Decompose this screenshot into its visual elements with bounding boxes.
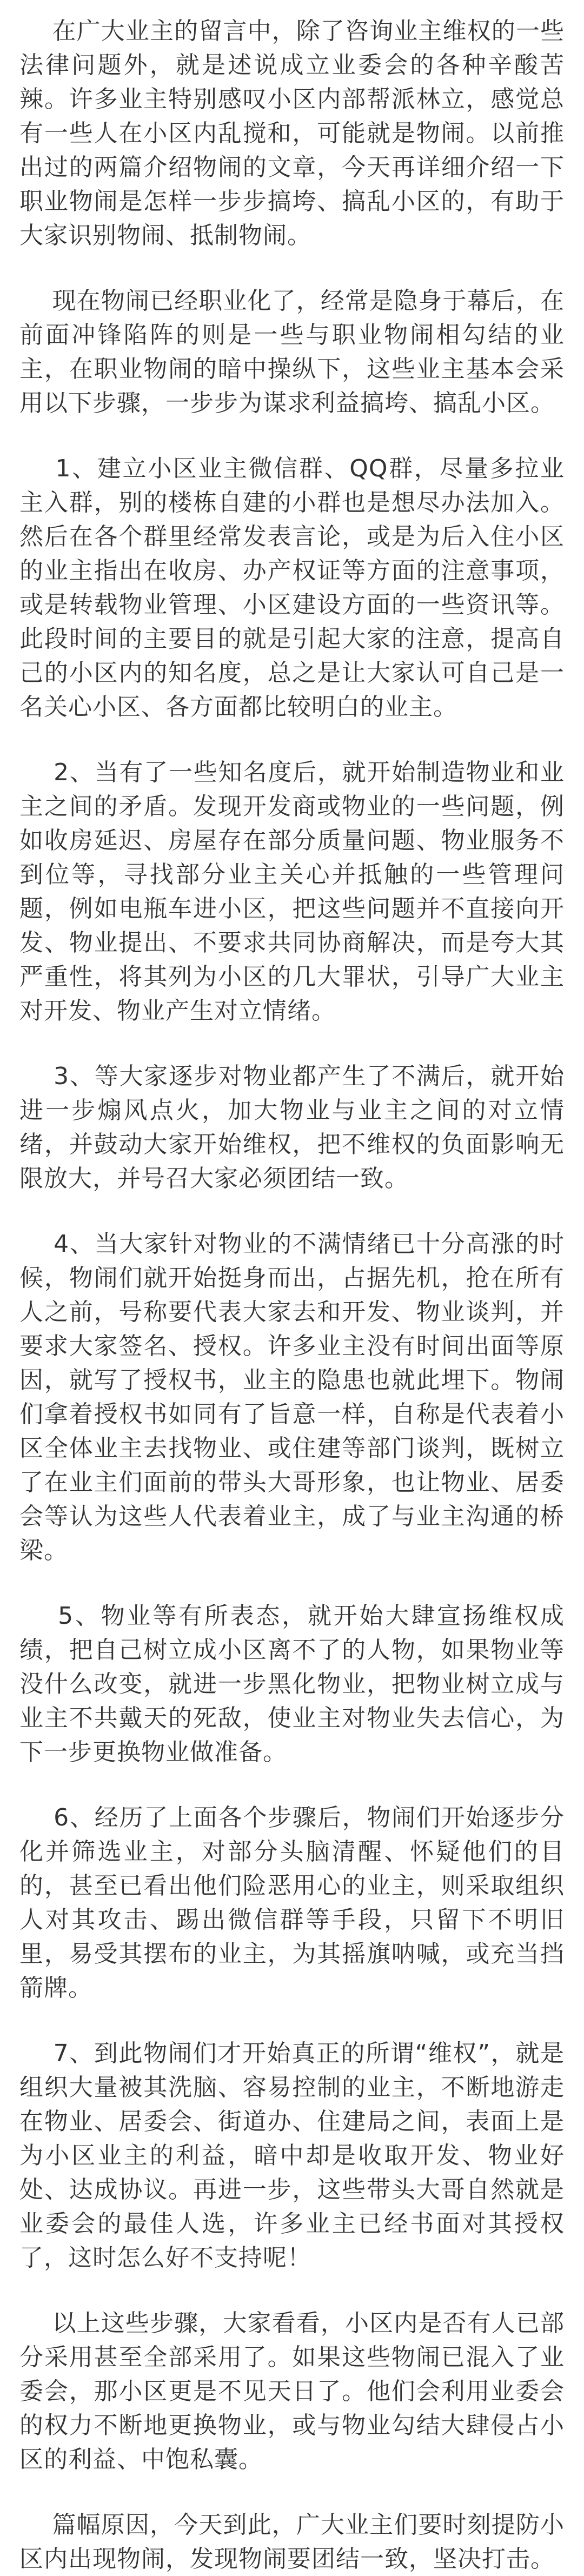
step-5-paragraph: 5、物业等有所表态，就开始大肆宣扬维权成绩，把自己树立成小区离不了的人物，如果物业等没什么改变，就进一步黑化物业，把物业树立成与业主不共戴天的死敌，使业主对物业失去信心，为下一步更换物业做准备。	[19, 1602, 565, 1766]
closing-paragraph: 篇幅原因，今天到此，广大业主们要时刻提防小区内出现物闹，发现物闹要团结一致，坚决打击。	[19, 2511, 565, 2573]
summary-paragraph: 以上这些步骤，大家看看，小区内是否有人已部分采用甚至全部采用了。如果这些物闹已混入了业委会，那小区更是不见天日了。他们会利用业委会的权力不断地更换物业，或与物业勾结大肆侵占小区的利益、中饱私囊。	[19, 2309, 565, 2473]
step-1-paragraph: 1、建立小区业主微信群、QQ群，尽量多拉业主入群，别的楼栋自建的小群也是想尽办法加入。然后在各个群里经常发表言论，或是为后入住小区的业主指出在收房、办产权证等方面的注意事项，或是转载物业管理、小区建设方面的一些资讯等。此段时间的主要目的就是引起大家的注意，提高自己的小区内的知名度，总之是让大家认可自己是一名关心小区、各方面都比较明白的业主。	[19, 455, 565, 721]
step-3-paragraph: 3、等大家逐步对物业都产生了不满后，就开始进一步煽风点火，加大物业与业主之间的对立情绪，并鼓动大家开始维权，把不维权的负面影响无限放大，并号召大家必须团结一致。	[19, 1063, 565, 1192]
step-7-paragraph: 7、到此物闹们才开始真正的所谓“维权”，就是组织大量被其洗脑、容易控制的业主，不断地游走在物业、居委会、街道办、住建局之间，表面上是为小区业主的利益，暗中却是收取开发、物业好处、达成协议。再进一步，这些带头大哥自然就是业委会的最佳人选，许多业主已经书面对其授权了，这时怎么好不支持呢！	[19, 2040, 565, 2272]
step-4-paragraph: 4、当大家针对物业的不满情绪已十分高涨的时候，物闹们就开始挺身而出，占据先机，抢在所有人之前，号称要代表大家去和开发、物业谈判，并要求大家签名、授权。许多业主没有时间出面等原因，就写了授权书，业主的隐患也就此埋下。物闹们拿着授权书如同有了旨意一样，自称是代表着小区全体业主去找物业、或住建等部门谈判，既树立了在业主们面前的带头大哥形象，也让物业、居委会等认为这些人代表着业主，成了与业主沟通的桥梁。	[19, 1230, 565, 1564]
step-2-paragraph: 2、当有了一些知名度后，就开始制造物业和业主之间的矛盾。发现开发商或物业的一些问题，例如收房延迟、房屋存在部分质量问题、物业服务不到位等，寻找部分业主关心并抵触的一些管理问题，例如电瓶车进小区，把这些问题并不直接向开发、物业提出、不要求共同协商解决，而是夸大其严重性，将其列为小区的几大罪状，引导广大业主对开发、物业产生对立情绪。	[19, 759, 565, 1025]
overview-paragraph: 现在物闹已经职业化了，经常是隐身于幕后，在前面冲锋陷阵的则是一些与职业物闹相勾结的业主，在职业物闹的暗中操纵下，这些业主基本会采用以下步骤，一步步为谋求利益搞垮、搞乱小区。	[19, 287, 565, 417]
step-6-paragraph: 6、经历了上面各个步骤后，物闹们开始逐步分化并筛选业主，对部分头脑清醒、怀疑他们的目的，甚至已看出他们险恶用心的业主，则采取组织人对其攻击、踢出微信群等手段，只留下不明旧里，易受其摆布的业主，为其摇旗呐喊，或充当挡箭牌。	[19, 1804, 565, 2002]
intro-paragraph: 在广大业主的留言中，除了咨询业主维权的一些法律问题外，就是述说成立业委会的各种辛酸苦辣。许多业主特别感叹小区内部帮派林立，感觉总有一些人在小区内乱搅和，可能就是物闹。以前推出过的两篇介绍物闹的文章，今天再详细介绍一下职业物闹是怎样一步步搞垮、搞乱小区的，有助于大家识别物闹、抵制物闹。	[19, 17, 565, 249]
